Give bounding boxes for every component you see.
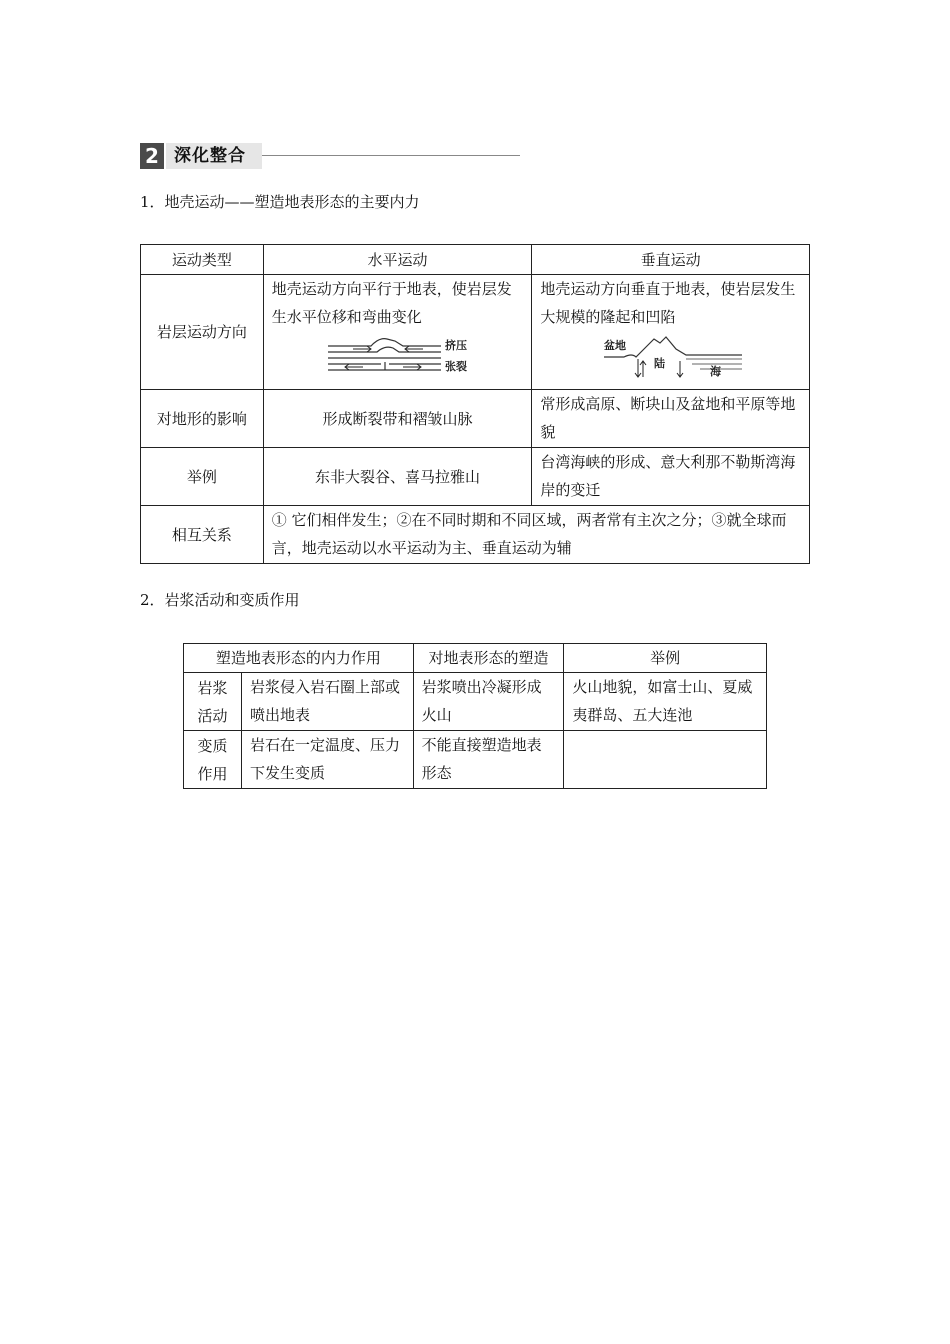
row-label: 举例 (141, 448, 264, 506)
header-cell: 运动类型 (141, 245, 264, 275)
table-cell (263, 275, 532, 390)
row-label: 相互关系 (141, 506, 264, 564)
heading-crustal-movement: 1．地壳运动——塑造地表形态的主要内力 (140, 193, 420, 211)
header-cell: 水平运动 (263, 245, 532, 275)
table-cell: 形成断裂带和褶皱山脉 (263, 390, 532, 448)
table-cell: 台湾海峡的形成、意大利那不勒斯湾海岸的变迁 (532, 448, 810, 506)
header-cell: 塑造地表形态的内力作用 (184, 644, 414, 673)
section-header (140, 143, 520, 169)
horizontal-movement-diagram (323, 333, 473, 375)
table-row (141, 506, 810, 564)
table-cell: 不能直接塑造地表形态 (413, 731, 564, 789)
table-row (141, 390, 810, 448)
table-cell: 火山地貌，如富士山、夏威夷群岛、五大连池 (564, 673, 767, 731)
row-label: 岩浆活动 (184, 673, 242, 731)
header-cell: 举例 (564, 644, 767, 673)
table-cell (532, 275, 810, 390)
table-row (184, 731, 767, 789)
section-title: 深化整合 (166, 143, 262, 169)
section-rule (262, 155, 520, 156)
magma-metamorphism-table (183, 643, 767, 789)
heading-magma-metamorphism: 2．岩浆活动和变质作用 (140, 591, 300, 609)
section-number: 2 (140, 143, 164, 169)
table-header-row (141, 245, 810, 275)
diagram-label-tension: 张裂 (444, 360, 467, 373)
cell-text: 地壳运动方向垂直于地表，使岩层发生大规模的隆起和凹陷 (540, 280, 796, 326)
table-cell: 东非大裂谷、喜马拉雅山 (263, 448, 532, 506)
header-cell: 垂直运动 (532, 245, 810, 275)
diagram-label-sea: 海 (709, 365, 721, 378)
table-row (141, 275, 810, 390)
cell-text: 地壳运动方向平行于地表，使岩层发生水平位移和弯曲变化 (271, 280, 512, 326)
diagram-label-compress: 挤压 (444, 339, 467, 352)
row-label: 岩层运动方向 (141, 275, 264, 390)
diagram-label-basin: 盆地 (603, 339, 626, 352)
row-label: 对地形的影响 (141, 390, 264, 448)
diagram-label-land: 陆 (653, 357, 665, 370)
table-header-row (184, 644, 767, 673)
table-cell (564, 731, 767, 789)
table-cell: 岩石在一定温度、压力下发生变质 (241, 731, 413, 789)
table-row (184, 673, 767, 731)
table-cell: 岩浆喷出冷凝形成火山 (413, 673, 564, 731)
table-cell: 岩浆侵入岩石圈上部或喷出地表 (241, 673, 413, 731)
vertical-movement-diagram (596, 333, 746, 381)
table-row (141, 448, 810, 506)
header-cell: 对地表形态的塑造 (413, 644, 564, 673)
row-label: 变质作用 (184, 731, 242, 789)
crustal-movement-table (140, 244, 810, 564)
table-cell: 常形成高原、断块山及盆地和平原等地貌 (532, 390, 810, 448)
table-cell-merged: ① 它们相伴发生；②在不同时期和不同区域，两者常有主次之分；③就全球而言，地壳运动以水平运动为主、垂直运动为辅 (263, 506, 809, 564)
